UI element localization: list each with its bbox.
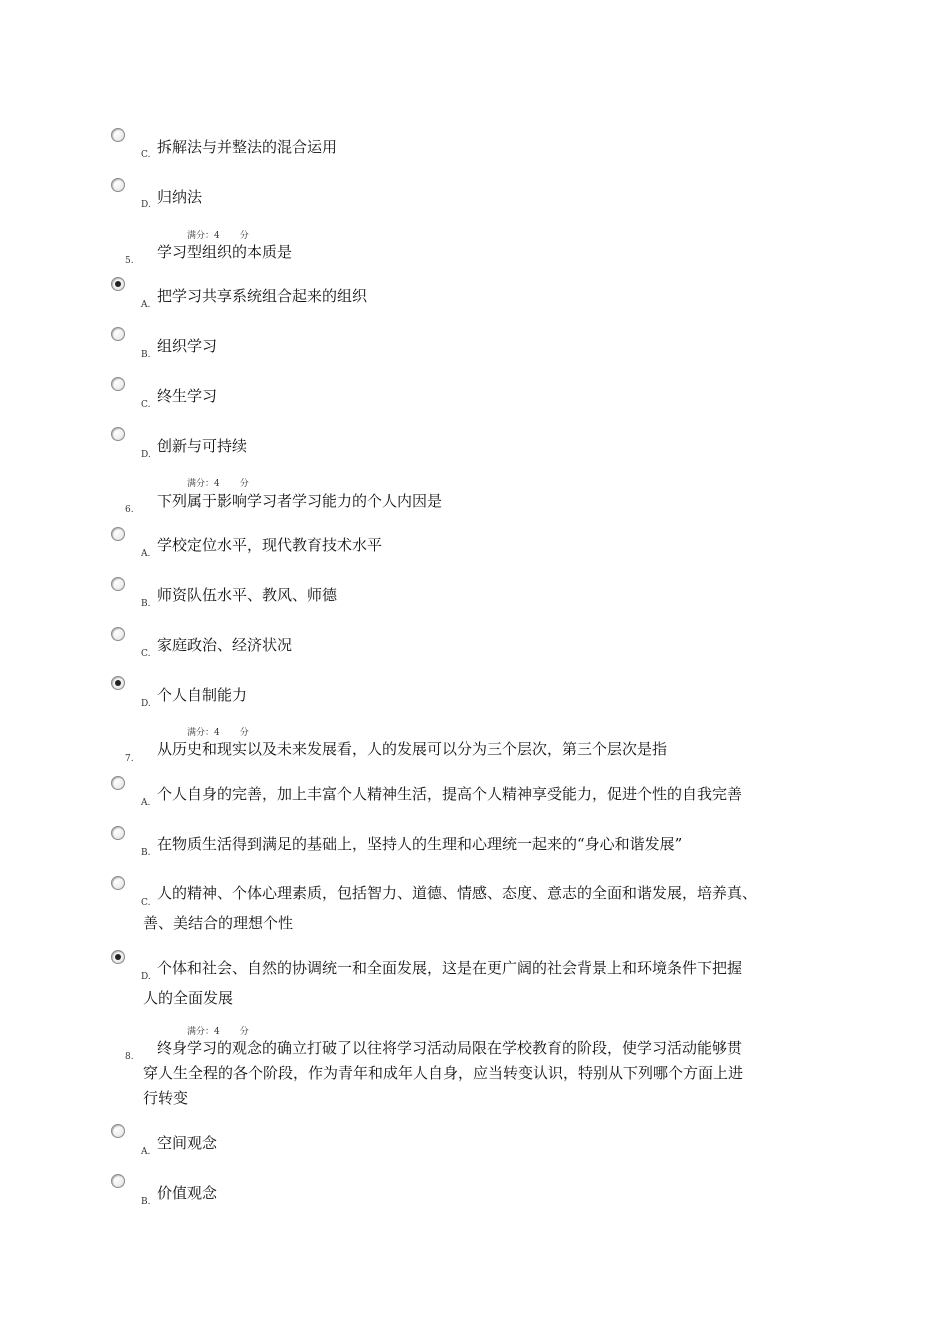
q5-option-b-text: 组织学习 [157, 337, 218, 355]
q5-number: 5. [125, 256, 134, 266]
q8-option-a-radio[interactable] [111, 1124, 125, 1138]
q8-option-b-radio[interactable] [111, 1174, 125, 1188]
q7-option-b-radio[interactable] [111, 826, 125, 840]
q7-option-d-radio[interactable] [111, 950, 125, 964]
q5-score-label: 满分： [187, 479, 215, 489]
q8-question-line1: 终身学习的观念的确立打破了以往将学习活动局限在学校教育的阶段，使学习活动能够贯 [157, 1039, 743, 1057]
q6-option-b-letter: B. [141, 599, 151, 609]
q6-score-label: 满分： [187, 728, 215, 738]
q8-option-a-letter: A. [141, 1147, 151, 1157]
q4-option-d-letter: D. [141, 200, 151, 210]
q7-option-b-text: 在物质生活得到满足的基础上，坚持人的生理和心理统一起来的“身心和谐发展” [157, 835, 683, 853]
q8-question-line3: 行转变 [143, 1089, 189, 1107]
q7-option-b-letter: B. [141, 848, 151, 858]
q7-number: 7. [125, 754, 134, 764]
q5-option-b-radio[interactable] [111, 327, 125, 341]
q7-option-c-radio[interactable] [111, 876, 125, 890]
q7-option-c-text-line1: 人的精神、个体心理素质，包括智力、道德、情感、态度、意志的全面和谐发展，培养真、 [157, 884, 758, 902]
q6-option-a-text: 学校定位水平，现代教育技术水平 [157, 536, 383, 554]
q4-option-d-text: 归纳法 [157, 188, 203, 206]
q5-option-d-letter: D. [141, 450, 151, 460]
q8-question-line2: 穿人生全程的各个阶段，作为青年和成年人自身，应当转变认识，特别从下列哪个方面上进 [143, 1064, 744, 1082]
q7-option-a-letter: A. [141, 798, 151, 808]
q5-score [187, 476, 249, 489]
q6-option-c-radio[interactable] [111, 627, 125, 641]
q5-option-c-radio[interactable] [111, 377, 125, 391]
q7-option-a-radio[interactable] [111, 776, 125, 790]
q8-option-a-text: 空间观念 [157, 1134, 218, 1152]
q6-option-b-radio[interactable] [111, 577, 125, 591]
q4-option-d-radio[interactable] [111, 178, 125, 192]
q7-option-c-text-line2: 善、美结合的理想个性 [143, 914, 294, 932]
q4-score-label: 满分： [187, 231, 215, 241]
q8-option-b-text: 价值观念 [157, 1184, 218, 1202]
q6-option-d-text: 个人自制能力 [157, 686, 248, 704]
q5-question: 学习型组织的本质是 [157, 243, 293, 261]
q7-option-d-letter: D. [141, 972, 151, 982]
q8-number: 8. [125, 1052, 134, 1062]
q7-option-a-text: 个人自身的完善，加上丰富个人精神生活，提高个人精神享受能力，促进个性的自我完善 [157, 785, 743, 803]
q6-option-c-letter: C. [141, 649, 151, 659]
q6-option-a-letter: A. [141, 549, 151, 559]
q6-option-c-text: 家庭政治、经济状况 [157, 636, 293, 654]
q4-score-unit: 分 [239, 231, 249, 241]
q6-option-d-letter: D. [141, 699, 151, 709]
q7-score-value: 4 [214, 1027, 220, 1037]
q4-score-value: 4 [214, 231, 220, 241]
q5-option-a-radio[interactable] [111, 277, 125, 291]
q8-option-b-letter: B. [141, 1197, 151, 1207]
q6-option-a-radio[interactable] [111, 527, 125, 541]
q6-score-value: 4 [214, 728, 220, 738]
q7-option-d-text-line1: 个体和社会、自然的协调统一和全面发展，这是在更广阔的社会背景上和环境条件下把握 [157, 959, 743, 977]
q7-option-d-text-line2: 人的全面发展 [143, 989, 234, 1007]
q6-number: 6. [125, 505, 134, 515]
q5-score-unit: 分 [239, 479, 249, 489]
q6-score-unit: 分 [239, 728, 249, 738]
q7-score-label: 满分： [187, 1027, 215, 1037]
q4-option-c-radio[interactable] [111, 128, 125, 142]
q5-option-a-text: 把学习共享系统组合起来的组织 [157, 287, 368, 305]
q5-option-c-letter: C. [141, 400, 151, 410]
q6-option-d-radio[interactable] [111, 676, 125, 690]
q5-option-b-letter: B. [141, 350, 151, 360]
q5-option-d-radio[interactable] [111, 427, 125, 441]
q7-score-unit: 分 [239, 1027, 249, 1037]
q7-question: 从历史和现实以及未来发展看，人的发展可以分为三个层次，第三个层次是指 [157, 740, 668, 758]
q5-option-d-text: 创新与可持续 [157, 437, 248, 455]
q7-option-c-letter: C. [141, 898, 151, 908]
q4-option-c-text: 拆解法与并整法的混合运用 [157, 138, 338, 156]
q4-option-c-letter: C. [141, 150, 151, 160]
q5-score-value: 4 [214, 479, 220, 489]
q6-option-b-text: 师资队伍水平、教风、师德 [157, 586, 338, 604]
q5-option-c-text: 终生学习 [157, 387, 218, 405]
q6-question: 下列属于影响学习者学习能力的个人内因是 [157, 492, 443, 510]
q5-option-a-letter: A. [141, 300, 151, 310]
